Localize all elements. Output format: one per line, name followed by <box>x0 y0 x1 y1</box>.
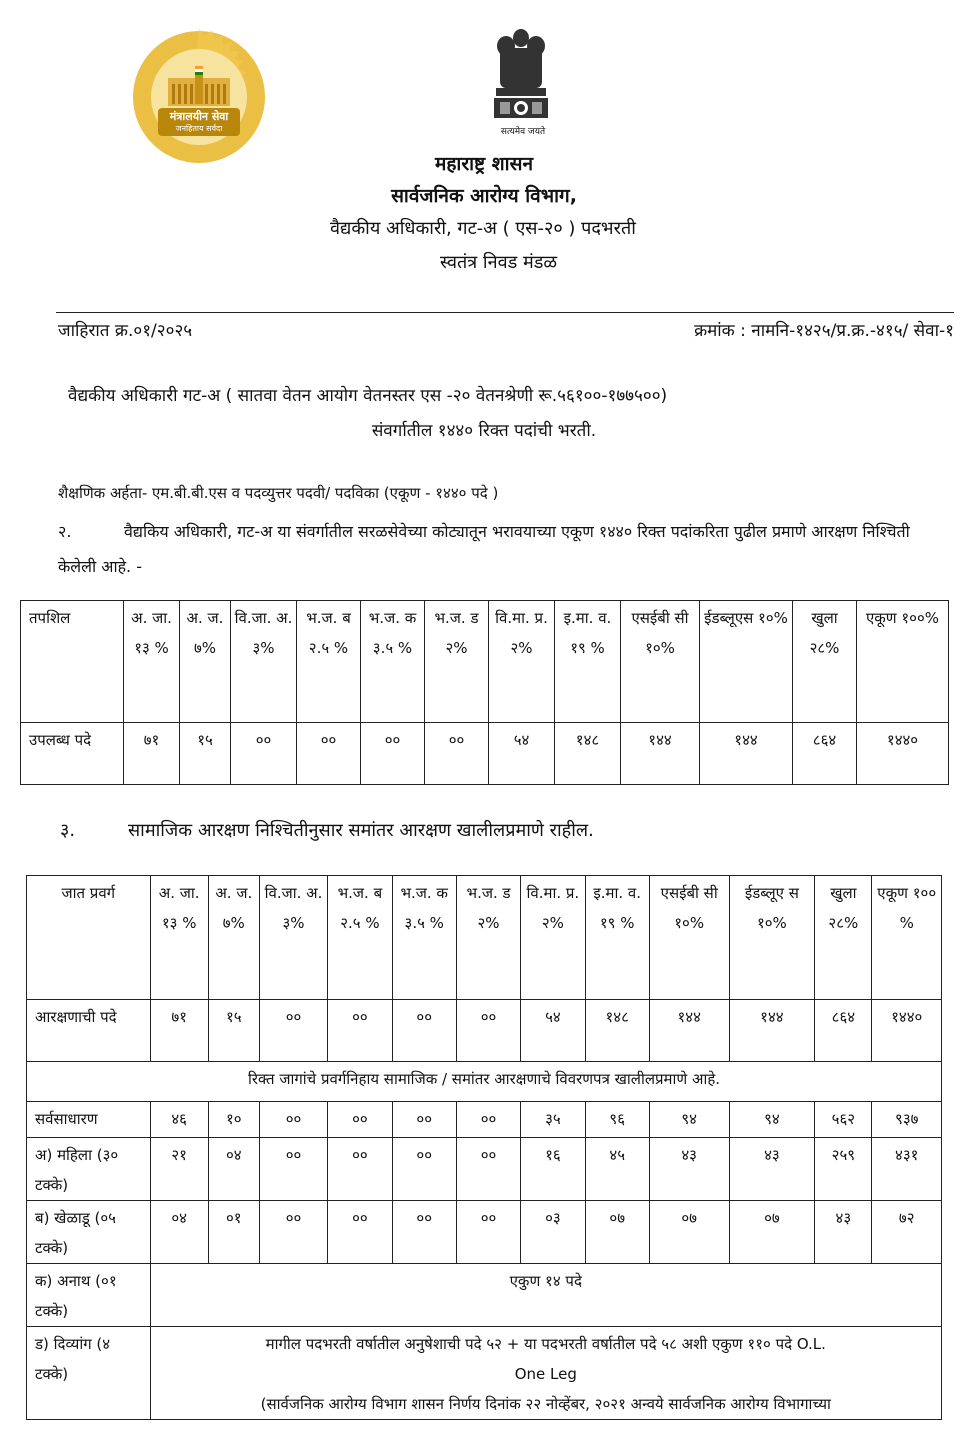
table-cell: ९४ <box>729 1102 815 1138</box>
row-label: क) अनाथ (०१ टक्के) <box>27 1264 151 1327</box>
table-cell: १५ <box>208 1000 259 1062</box>
disabled-posts-cell <box>150 1327 941 1420</box>
table-cell: ४३ <box>815 1201 872 1264</box>
table-cell: ०० <box>328 1201 392 1264</box>
table-row <box>27 1264 942 1327</box>
header-cell: वि.जा. अ. ३% <box>259 876 327 1000</box>
header-cell: भ.ज. ब २.५ % <box>328 876 392 1000</box>
header-cell: भ.ज. ब २.५ % <box>297 601 361 723</box>
table-cell: ७१ <box>124 723 180 785</box>
table-cell: ०० <box>328 1138 392 1201</box>
paragraph-3-number: ३. <box>60 820 76 841</box>
table-cell: १४४० <box>857 723 949 785</box>
advertisement-number: जाहिरात क्र.०१/२०२५ <box>58 321 193 341</box>
header-cell: भ.ज. क ३.५ % <box>392 876 456 1000</box>
table-cell: १४४० <box>872 1000 942 1062</box>
table-cell: ४५ <box>585 1138 649 1201</box>
header-cell: इ.मा. व. १९ % <box>555 601 621 723</box>
table-cell: ०० <box>328 1102 392 1138</box>
table-cell: ५४ <box>489 723 555 785</box>
ashoka-emblem-icon <box>486 26 556 136</box>
table-row <box>27 1000 942 1062</box>
table-cell: ४६ <box>150 1102 208 1138</box>
table-cell: ०० <box>456 1102 520 1138</box>
table-cell: १४८ <box>555 723 621 785</box>
header-cell: भ.ज. क ३.५ % <box>361 601 425 723</box>
table-cell: ५४ <box>521 1000 585 1062</box>
disabled-line-3: (सार्वजनिक आरोग्य विभाग शासन निर्णय दिनांक २२ नोव्हेंबर, २०२१ अन्वये सार्वजनिक आरोग्य विभागाच्या <box>260 1395 831 1413</box>
row-label: सर्वसाधारण <box>27 1102 151 1138</box>
header-cell: एकूण १०० % <box>872 876 942 1000</box>
table-cell: १४८ <box>585 1000 649 1062</box>
header-cell: खुला २८% <box>815 876 872 1000</box>
header-govt: महाराष्ट्र शासन <box>434 153 533 175</box>
table-cell: ०० <box>392 1138 456 1201</box>
table-cell: ०७ <box>585 1201 649 1264</box>
table-cell: १४४ <box>729 1000 815 1062</box>
orphan-posts-cell: एकुण १४ पदे <box>150 1264 941 1327</box>
paragraph-3 <box>60 818 594 842</box>
disabled-line-2: One Leg <box>514 1365 577 1383</box>
table-cell: ०० <box>456 1201 520 1264</box>
header-cell: ईडब्लूए स १०% <box>729 876 815 1000</box>
header-cell: भ.ज. ड २% <box>425 601 489 723</box>
table-cell: ०७ <box>729 1201 815 1264</box>
table-cell: ९३७ <box>872 1102 942 1138</box>
table-cell: ९४ <box>649 1102 729 1138</box>
table-cell: ४३ <box>729 1138 815 1201</box>
table-cell: ५६२ <box>815 1102 872 1138</box>
emblem-motto: सत्यमेव जयते <box>500 127 546 137</box>
table-cell: ७२ <box>872 1201 942 1264</box>
header-cell: खुला २८% <box>793 601 857 723</box>
table-header-row <box>21 601 949 723</box>
table-cell: ०० <box>259 1000 327 1062</box>
table-cell: ०० <box>328 1000 392 1062</box>
paragraph-2-number: २. <box>58 522 72 541</box>
reservation-table <box>20 600 949 785</box>
table-cell: ०३ <box>521 1201 585 1264</box>
table-cell: ९६ <box>585 1102 649 1138</box>
row-label: आरक्षणाची पदे <box>27 1000 151 1062</box>
table-cell: ८६४ <box>793 723 857 785</box>
header-cell: अ. ज. ७% <box>208 876 259 1000</box>
table-cell: ०७ <box>649 1201 729 1264</box>
paragraph-2-text: वैद्यकिय अधिकारी, गट-अ या संवर्गातील सरळसेवेच्या कोट्यातून भरावयाच्या एकूण १४४० रिक्त पदांकरिता पुढील प्रमाणे आरक्षण निश्चिती केलेली आहे. - <box>58 522 910 576</box>
paragraph-2 <box>58 514 948 584</box>
header-cell: एसईबी सी १०% <box>649 876 729 1000</box>
table-cell: ०० <box>231 723 297 785</box>
subject-line-2: संवर्गातील १४४० रिक्त पदांची भरती. <box>371 421 597 441</box>
table-cell: १६ <box>521 1138 585 1201</box>
table-cell: ७१ <box>150 1000 208 1062</box>
table-cell: ४३ <box>649 1138 729 1201</box>
table-cell: ०० <box>456 1000 520 1062</box>
table-cell: १४४ <box>700 723 793 785</box>
table-note: रिक्त जागांचे प्रवर्गनिहाय सामाजिक / समांतर आरक्षणाचे विवरणपत्र खालीलप्रमाणे आहे. <box>27 1062 942 1102</box>
header-cell: एसईबी सी १०% <box>621 601 700 723</box>
header-post: वैद्यकीय अधिकारी, गट-अ ( एस-२० ) पदभरती <box>330 218 636 239</box>
table-cell: ०४ <box>150 1201 208 1264</box>
table-header-row <box>27 876 942 1000</box>
header-cell: वि.जा. अ. ३% <box>231 601 297 723</box>
header-cell: अ. जा. १३ % <box>124 601 180 723</box>
table-cell: १४४ <box>649 1000 729 1062</box>
header-cell: अ. ज. ७% <box>180 601 231 723</box>
header-cell: ईडब्लूएस १०% <box>700 601 793 723</box>
header-board: स्वतंत्र निवड मंडळ <box>440 252 558 273</box>
row-label: ब) खेळाडू (०५ टक्के) <box>27 1201 151 1264</box>
table-cell: ०१ <box>208 1201 259 1264</box>
subject-line-1: वैद्यकीय अधिकारी गट-अ ( सातवा वेतन आयोग वेतनस्तर एस -२० वेतनश्रेणी रू.५६१००-१७७५००) <box>68 386 668 406</box>
parallel-reservation-table <box>26 875 942 1420</box>
header-department: सार्वजनिक आरोग्य विभाग, <box>391 185 577 207</box>
table-cell: ०० <box>425 723 489 785</box>
table-row <box>27 1201 942 1264</box>
table-row <box>27 1138 942 1201</box>
row-label: अ) महिला (३० टक्के) <box>27 1138 151 1201</box>
reference-number: क्रमांक : नामनि-१४२५/प्र.क्र.-४१५/ सेवा-१ <box>694 321 954 341</box>
header-cell: भ.ज. ड २% <box>456 876 520 1000</box>
table-cell: ०० <box>297 723 361 785</box>
table-cell: ०० <box>259 1201 327 1264</box>
mantralaya-seva-logo <box>128 26 270 168</box>
logo-label-primary: मंत्रालयीन सेवा <box>169 110 229 123</box>
header-cell: वि.मा. प्र. २% <box>489 601 555 723</box>
logo-label-secondary: जनहिताय सर्वदा <box>175 124 223 133</box>
paragraph-3-text: सामाजिक आरक्षण निश्चितीनुसार समांतर आरक्षण खालीलप्रमाणे राहील. <box>128 820 594 841</box>
table-cell: ०० <box>392 1102 456 1138</box>
table-cell: ०० <box>392 1201 456 1264</box>
table-cell: १५ <box>180 723 231 785</box>
table-row <box>27 1102 942 1138</box>
table-cell: २१ <box>150 1138 208 1201</box>
header-cell: एकूण १००% <box>857 601 949 723</box>
header-cell: वि.मा. प्र. २% <box>521 876 585 1000</box>
table-cell: ०४ <box>208 1138 259 1201</box>
disabled-line-1: मागील पदभरती वर्षातील अनुषेशाची पदे ५२ + या पदभरती वर्षातील पदे ५८ अशी एकुण ११० पदे O.L. <box>265 1335 826 1353</box>
table-note-row <box>27 1062 942 1102</box>
table-row <box>27 1327 942 1420</box>
row-label: उपलब्ध पदे <box>21 723 124 785</box>
table-cell: ०० <box>259 1138 327 1201</box>
table-cell: ०० <box>259 1102 327 1138</box>
table-cell: २५९ <box>815 1138 872 1201</box>
table-cell: १४४ <box>621 723 700 785</box>
table-cell: १० <box>208 1102 259 1138</box>
qualification-text: शैक्षणिक अर्हता- एम.बी.बी.एस व पदव्युत्तर पदवी/ पदविका (एकूण - १४४० पदे ) <box>58 484 499 502</box>
row-label: ड) दिव्यांग (४ टक्के) <box>27 1327 151 1420</box>
header-cell: तपशिल <box>21 601 124 723</box>
table-cell: ३५ <box>521 1102 585 1138</box>
table-cell: ०० <box>456 1138 520 1201</box>
table-cell: ४३१ <box>872 1138 942 1201</box>
header-cell: अ. जा. १३ % <box>150 876 208 1000</box>
table-cell: ०० <box>361 723 425 785</box>
table-cell: ८६४ <box>815 1000 872 1062</box>
table-row <box>21 723 949 785</box>
header-divider <box>56 312 954 313</box>
table-cell: ०० <box>392 1000 456 1062</box>
header-cell: इ.मा. व. १९ % <box>585 876 649 1000</box>
header-cell: जात प्रवर्ग <box>27 876 151 1000</box>
